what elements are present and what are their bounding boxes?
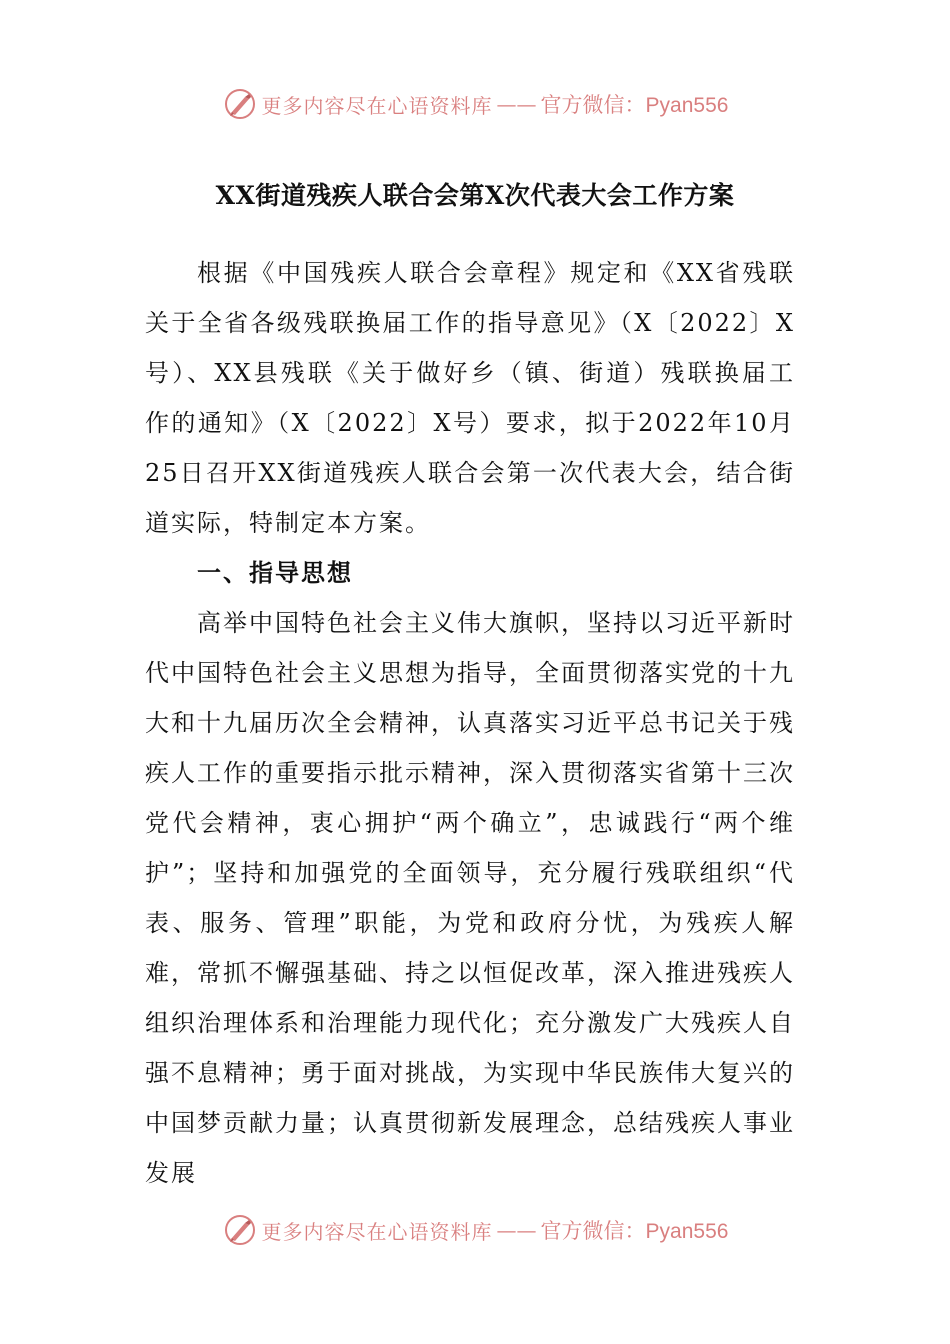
document-body xyxy=(145,248,795,1198)
watermark-header xyxy=(0,84,950,124)
document-title: XX街道残疾人联合会第X次代表大会工作方案 xyxy=(215,181,735,210)
watermark-footer xyxy=(0,1210,950,1250)
watermark-dash: —— xyxy=(496,1218,537,1242)
watermark-handle: 官方微信：Pyan556 xyxy=(540,1220,729,1243)
section-paragraph: 高举中国特色社会主义伟大旗帜，坚持以习近平新时代中国特色社会主义思想为指导，全面贯彻落实党的十九大和十九届历次全会精神，认真落实习近平总书记关于残疾人工作的重要指示批示精神，深入贯彻落实省第十三次党代会精神，衷心拥护“两个确立”，忠诚践行“两个维护”；坚持和加强党的全面领导，充分履行残联组织“代表、服务、管理”职能，为党和政府分忧，为残疾人解难，常抓不懈强基础、持之以恒促改革，深入推进残疾人组织治理体系和治理能力现代化；充分激发广大残疾人自强不息精神；勇于面对挑战，为实现中华民族伟大复兴的中国梦贡献力量；认真贯彻新发展理念，总结残疾人事业发展 xyxy=(145,609,795,1187)
watermark-dash: —— xyxy=(496,92,537,116)
watermark-handle: 官方微信：Pyan556 xyxy=(540,94,729,117)
pen-logo-icon xyxy=(222,86,258,122)
watermark-text: 更多内容尽在心语资料库 xyxy=(261,1219,493,1244)
intro-paragraph: 根据《中国残疾人联合会章程》规定和《XX省残联关于全省各级残联换届工作的指导意见》（X〔2022〕X号）、XX县残联《关于做好乡（镇、街道）残联换届工作的通知》（X〔2022〕X号）要求，拟于2022年10月25日召开XX街道残疾人联合会第一次代表大会，结合街道实际，特制定本方案。 xyxy=(145,259,795,537)
watermark-text: 更多内容尽在心语资料库 xyxy=(261,93,493,118)
pen-logo-icon xyxy=(222,1212,258,1248)
section-heading: 一、指导思想 xyxy=(197,559,353,587)
